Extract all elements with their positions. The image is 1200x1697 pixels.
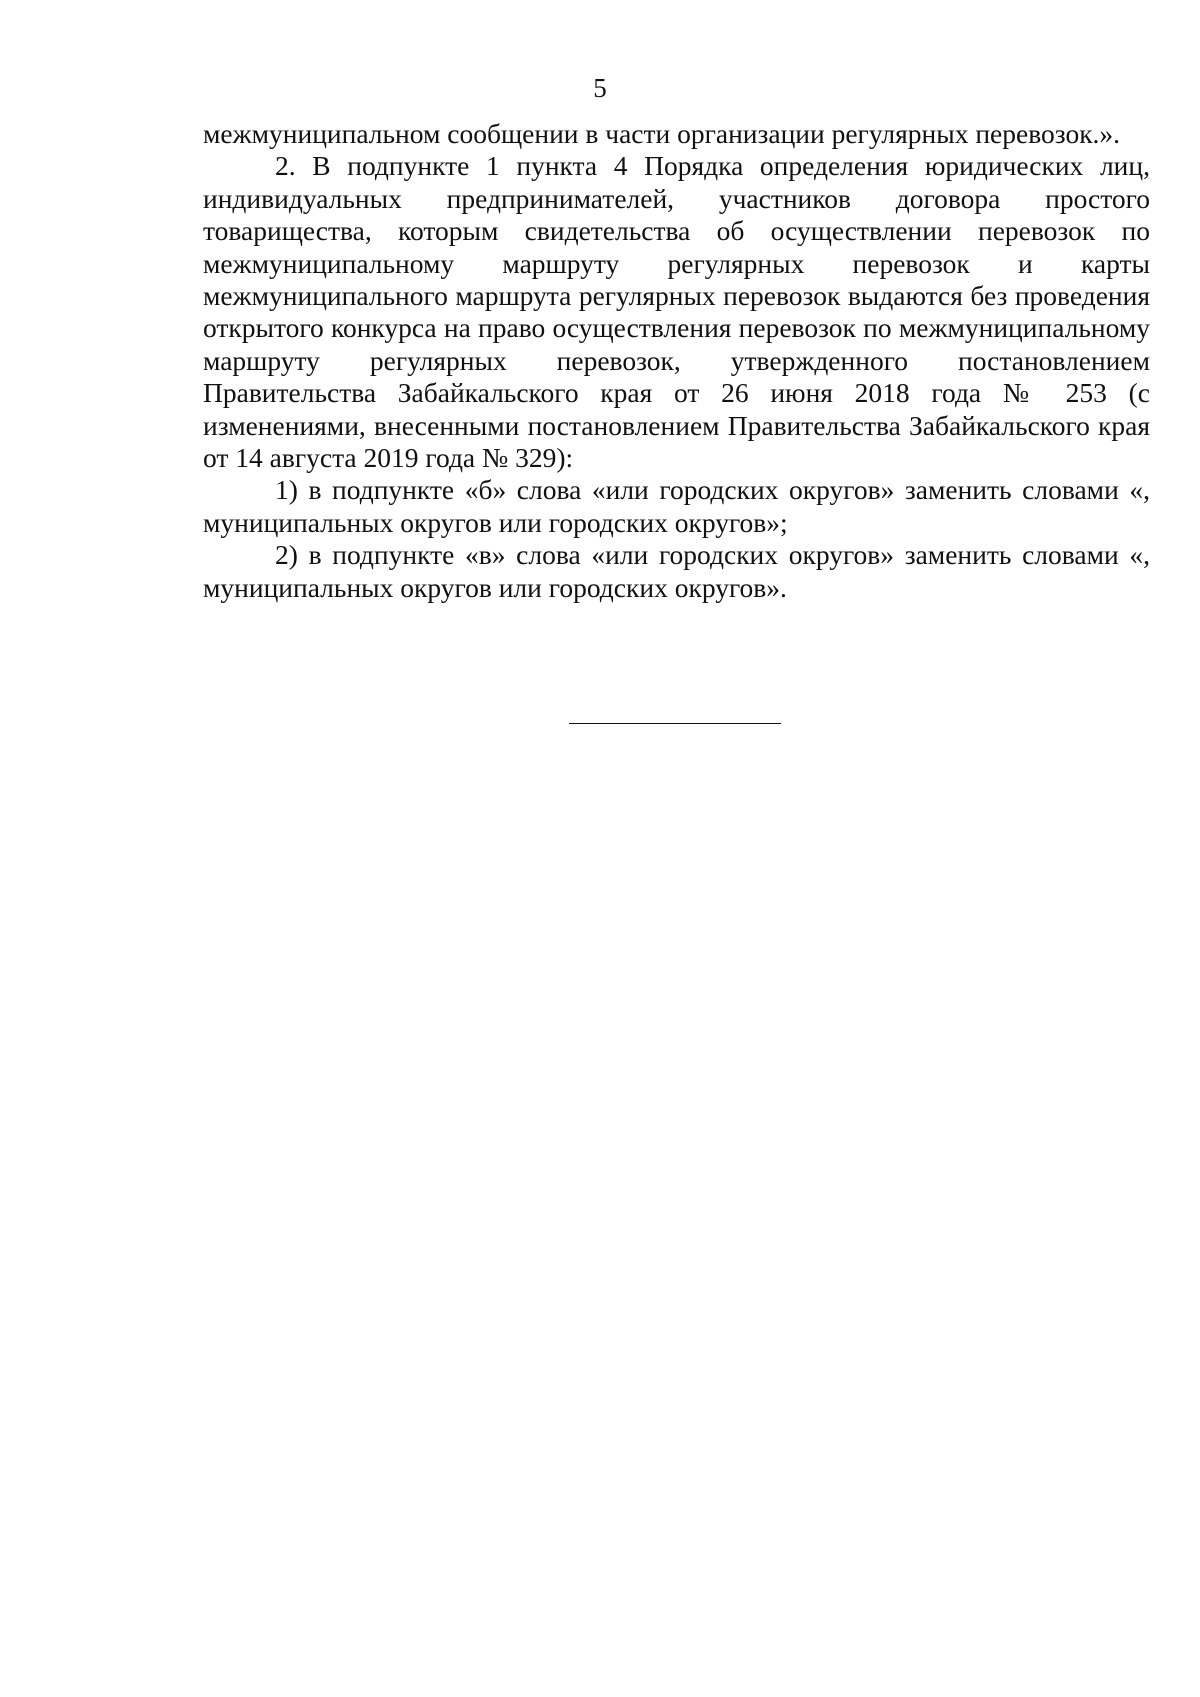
end-of-document-rule xyxy=(569,723,781,724)
page-number: 5 xyxy=(593,73,607,103)
paragraph-subitem-1: 1) в подпункте «б» слова «или городских округов» заменить словами «, муниципальных округов или городских округов»; xyxy=(203,474,1150,538)
paragraph-subitem-2: 2) в подпункте «в» слова «или городских округов» заменить словами «, муниципальных округов или городских округов». xyxy=(203,539,1150,603)
paragraph-item-2: 2. В подпункте 1 пункта 4 Порядка определения юридических лиц, индивидуальных предпринимателей, участников договора простого товарищества, которым свидетельства об осуществлении перевозок по межмуниципальному маршруту регулярных перевозок и карты межмуниципального маршрута регулярных перевозок выдаются без проведения открытого конкурса на право осуществления перевозок по межмуниципальному маршруту регулярных перевозок, утвержденного постановлением Правительства Забайкальского края от 26 июня 2018 года № 253 (с изменениями, внесенными постановлением Правительства Забайкальского края от 14 августа 2019 года № 329): xyxy=(203,150,1150,474)
document-body xyxy=(203,118,1150,604)
paragraph-continuation: межмуниципальном сообщении в части организации регулярных перевозок.». xyxy=(203,118,1121,149)
